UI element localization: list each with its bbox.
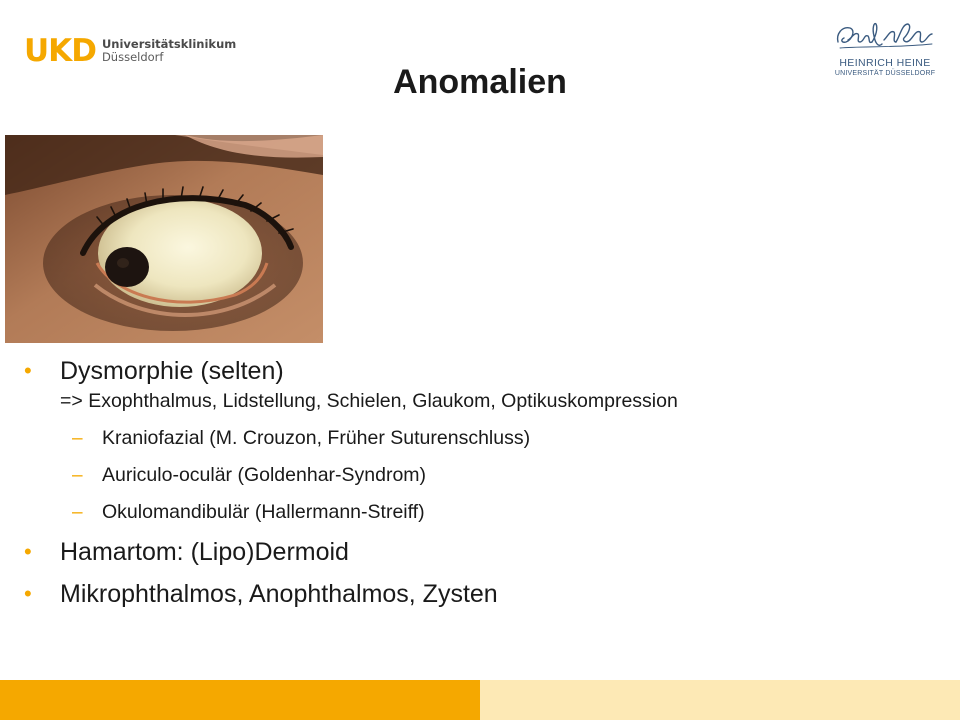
ukd-logo-line1: Universitätsklinikum (101, 37, 237, 51)
sub-item-okulomandibulaer (60, 494, 924, 531)
sub-item-kraniofazial (60, 420, 924, 457)
bullet-item-hamartom (24, 535, 924, 569)
footer-bar-accent (0, 680, 480, 720)
sub-item-text: Okulomandibulär (Hallermann-Streiff) (102, 501, 425, 523)
bullet-text: Dysmorphie (selten) (60, 357, 284, 385)
hhu-name: HEINRICH HEINE (839, 57, 931, 69)
eye-photo (5, 135, 323, 343)
bullet-icon: • (24, 358, 32, 383)
bullet-note: => Exophthalmus, Lidstellung, Schielen, Glaukom, Optikuskompression (60, 390, 678, 412)
sub-list (60, 420, 924, 531)
dash-icon: – (72, 465, 83, 486)
bullet-icon: • (24, 581, 32, 606)
bullet-list (24, 354, 924, 611)
hhu-subtitle: UNIVERSITÄT DÜSSELDORF (834, 70, 936, 77)
bullet-item-dysmorphie (24, 354, 924, 531)
dash-icon: – (72, 502, 83, 523)
eye-image-icon (5, 135, 323, 343)
ukd-logo-line2: Düsseldorf (101, 50, 164, 64)
ukd-logo-mark: UKD (24, 33, 96, 69)
footer-bar-light (480, 680, 960, 720)
sub-item-text: Kraniofazial (M. Crouzon, Früher Suturenschluss) (102, 427, 531, 449)
hhu-signature-icon (832, 18, 938, 56)
slide-title: Anomalien (393, 63, 567, 101)
sub-item-text: Auriculo-oculär (Goldenhar-Syndrom) (102, 464, 427, 486)
bullet-item-mikrophthalmos (24, 577, 924, 611)
bullet-text: Hamartom: (Lipo)Dermoid (60, 538, 349, 566)
dash-icon: – (72, 428, 83, 449)
sub-item-auriculo (60, 457, 924, 494)
bullet-icon: • (24, 539, 32, 564)
bullet-text: Mikrophthalmos, Anophthalmos, Zysten (60, 580, 498, 608)
